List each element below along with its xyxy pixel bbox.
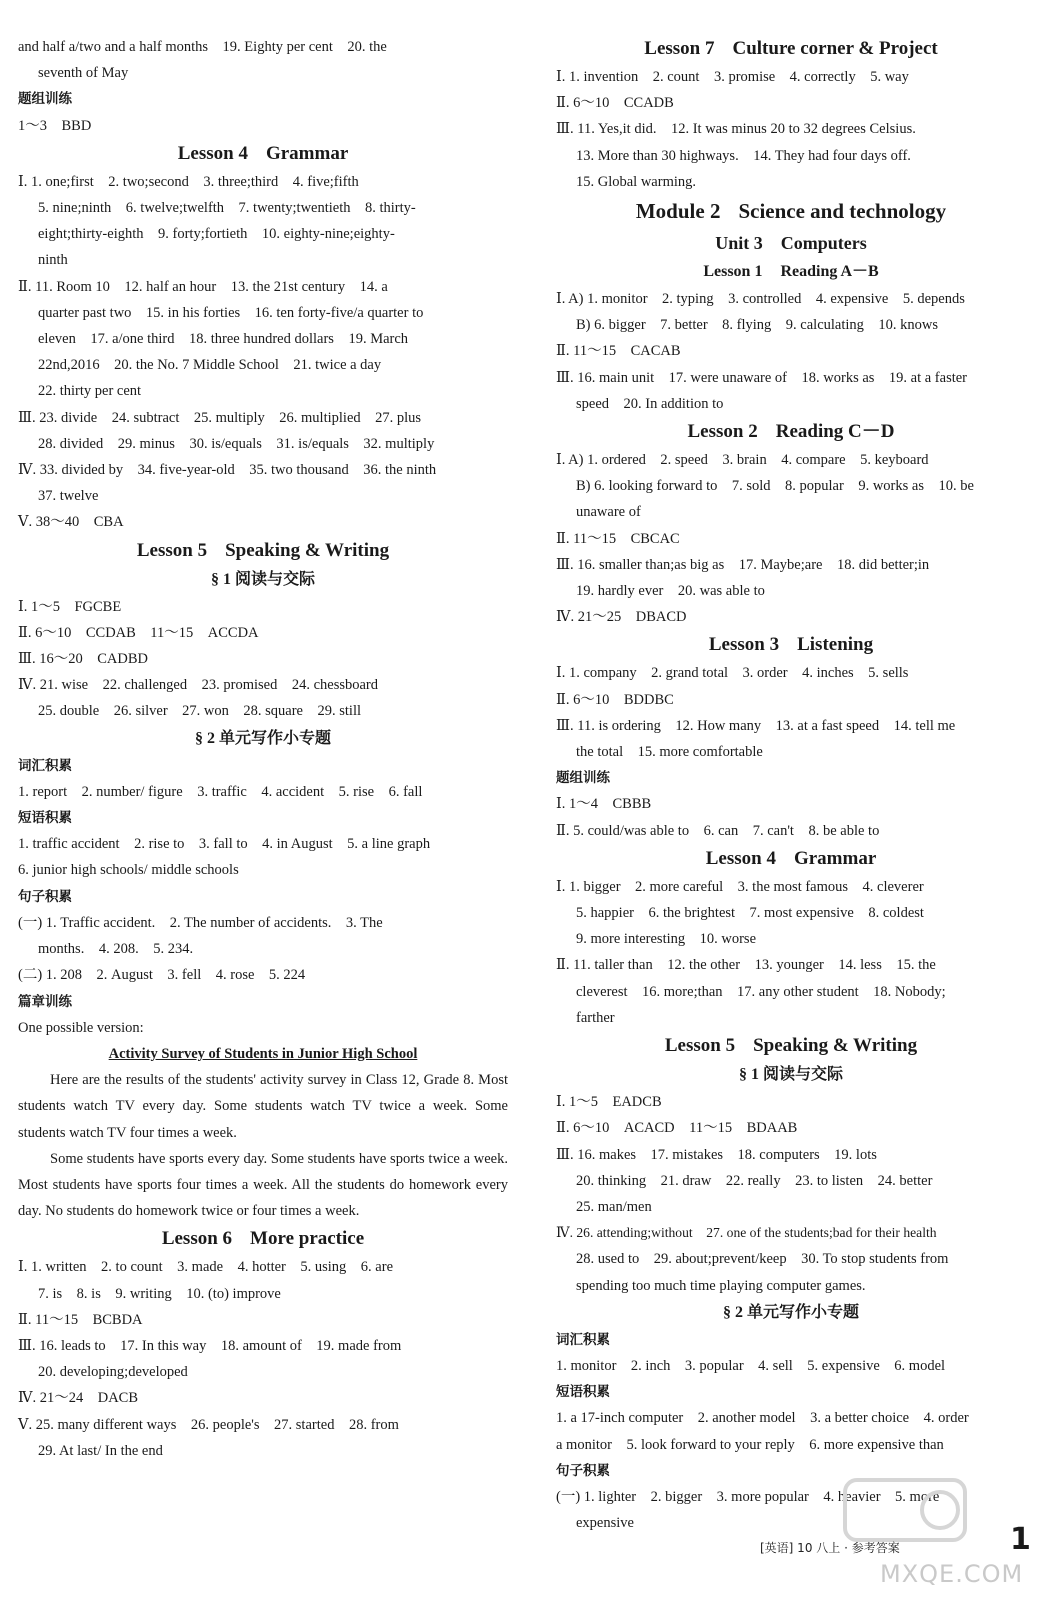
answer-line: Ⅱ. 11～15 CBCAC xyxy=(556,530,680,547)
answer-line: eleven 17. a/one third 18. three hundred dollars 19. March xyxy=(38,331,409,348)
answer-line: Ⅲ. 16. makes 17. mistakes 18. computers 19. lots xyxy=(556,1146,877,1163)
answer-line: Ⅳ. 21～24 DACB xyxy=(18,1390,139,1407)
answer-line: 15. Global warming. xyxy=(576,173,697,190)
answer-line: Ⅰ. 1. invention 2. count 3. promise 4. correctly 5. way xyxy=(556,69,909,85)
section-label: 句子积累 xyxy=(18,888,72,905)
answer-line: Ⅱ. 11～15 CACAB xyxy=(556,343,681,360)
section-heading: § 2 单元写作小专题 xyxy=(722,1303,859,1321)
answer-line: quarter past two 15. in his forties 16. ten forty-five/a quarter to xyxy=(38,304,424,321)
section-label: 句子积累 xyxy=(556,1462,610,1479)
lesson-heading: Lesson 6 More practice xyxy=(161,1228,365,1250)
lesson-heading: Lesson 2 Reading C－D xyxy=(687,421,895,443)
answer-line: Ⅱ. 11. taller than 12. the other 13. younger 14. less 15. the xyxy=(556,957,936,974)
answer-line: expensive xyxy=(576,1515,634,1532)
answer-line: 22. thirty per cent xyxy=(38,383,142,400)
page-number: 1 xyxy=(1010,1522,1031,1557)
lesson-heading: Lesson 1 Reading A－B xyxy=(703,263,879,281)
answer-line: Ⅰ. A) 1. monitor 2. typing 3. controlled 4. expensive 5. depends xyxy=(556,291,965,308)
answer-line: months. 4. 208. 5. 234. xyxy=(38,941,194,958)
left-column xyxy=(18,34,508,1464)
answer-line: 1. report 2. number/ figure 3. traffic 4. accident 5. rise 6. fall xyxy=(18,783,423,800)
answer-line: Ⅳ. 21～25 DBACD xyxy=(556,609,687,626)
answer-line: 20. developing;developed xyxy=(38,1364,188,1381)
essay-intro: One possible version: xyxy=(18,1019,144,1036)
module-heading: Module 2 Science and technology xyxy=(635,199,947,224)
answer-line: 1. traffic accident 2. rise to 3. fall to 4. in August 5. a line graph xyxy=(18,836,431,853)
lesson-heading: Lesson 4 Grammar xyxy=(177,142,349,164)
answer-line: Ⅱ. 6～10 ACACD 11～15 BDAAB xyxy=(556,1120,798,1137)
answer-line: 22nd,2016 20. the No. 7 Middle School 21. twice a day xyxy=(38,357,382,374)
answer-line: Ⅱ. 6～10 CCADB xyxy=(556,95,674,112)
answer-line: Ⅴ. 38～40 CBA xyxy=(18,514,124,531)
answer-line: (一) 1. lighter 2. bigger 3. more popular 4. heavier 5. more xyxy=(556,1488,940,1505)
answer-line: Ⅰ. A) 1. ordered 2. speed 3. brain 4. compare 5. keyboard xyxy=(556,452,929,469)
section-label: 短语积累 xyxy=(18,810,72,827)
answer-line: 1. monitor 2. inch 3. popular 4. sell 5. expensive 6. model xyxy=(556,1357,946,1374)
answer-line: Ⅳ. 26. attending;without 27. one of the students;bad for their health xyxy=(556,1225,937,1241)
section-heading: § 1 阅读与交际 xyxy=(738,1066,843,1084)
answer-line: 6. junior high schools/ middle schools xyxy=(18,862,239,879)
answer-line: Ⅲ. 16. main unit 17. were unaware of 18. works as 19. at a faster xyxy=(556,369,968,386)
section-label: 题组训练 xyxy=(556,770,610,787)
section-label: 词汇积累 xyxy=(556,1331,610,1348)
answer-line: 5. nine;ninth 6. twelve;twelfth 7. twenty;twentieth 8. thirty- xyxy=(38,200,416,217)
answer-line: seventh of May xyxy=(38,65,129,82)
answer-line: Ⅰ. 1～4 CBBB xyxy=(556,796,652,813)
answer-line: speed 20. In addition to xyxy=(576,395,724,412)
section-label: 篇章训练 xyxy=(18,993,72,1010)
answer-line: B) 6. looking forward to 7. sold 8. popular 9. works as 10. be xyxy=(576,478,974,495)
answer-line: 19. hardly ever 20. was able to xyxy=(576,583,765,600)
section-label: 题组训练 xyxy=(18,91,72,108)
lesson-heading: Lesson 3 Listening xyxy=(708,634,874,656)
essay-paragraph: Some students have sports every day. Some students have sports twice a week. Most students have sports four times a week. All the students do homework every day. No students do homework twice or four times a week. xyxy=(18,1150,508,1220)
answer-line: Ⅲ. 23. divide 24. subtract 25. multiply 26. multiplied 27. plus xyxy=(18,409,422,426)
answer-line: Ⅱ. 11～15 BCBDA xyxy=(18,1311,143,1328)
answer-line: 7. is 8. is 9. writing 10. (to) improve xyxy=(38,1285,281,1302)
page-footer: [英语] 10 八上 · 参考答案 xyxy=(760,1541,900,1555)
answer-line: 13. More than 30 highways. 14. They had four days off. xyxy=(576,147,911,164)
answer-line: Ⅲ. 11. is ordering 12. How many 13. at a fast speed 14. tell me xyxy=(556,717,956,734)
answer-line: 25. man/men xyxy=(576,1198,652,1215)
answer-line: 25. double 26. silver 27. won 28. square 29. still xyxy=(38,703,361,720)
lesson-heading: Lesson 5 Speaking & Writing xyxy=(664,1035,918,1057)
section-label: 短语积累 xyxy=(556,1384,610,1401)
answer-line: eight;thirty-eighth 9. forty;fortieth 10. eighty-nine;eighty- xyxy=(38,226,395,243)
section-heading: § 1 阅读与交际 xyxy=(210,570,315,588)
answer-line: 28. divided 29. minus 30. is/equals 31. is/equals 32. multiply xyxy=(38,435,435,452)
answer-line: Ⅳ. 33. divided by 34. five-year-old 35. two thousand 36. the ninth xyxy=(18,462,437,479)
essay-title: Activity Survey of Students in Junior High School xyxy=(108,1045,418,1062)
answer-line: Ⅱ. 6～10 BDDBC xyxy=(556,691,674,708)
answer-line: ninth xyxy=(38,252,68,269)
answer-line: a monitor 5. look forward to your reply 6. more expensive than xyxy=(556,1436,944,1453)
answer-line: unaware of xyxy=(576,504,641,521)
answer-line: Ⅰ. 1～5 FGCBE xyxy=(18,598,122,615)
answer-line: Ⅰ. 1. one;first 2. two;second 3. three;third 4. five;fifth xyxy=(18,173,359,190)
answer-line: spending too much time playing computer games. xyxy=(576,1277,866,1294)
answer-line: and half a/two and a half months 19. Eighty per cent 20. the xyxy=(18,39,387,55)
answer-line: Ⅰ. 1. written 2. to count 3. made 4. hotter 5. using 6. are xyxy=(18,1259,394,1276)
answer-line: 20. thinking 21. draw 22. really 23. to listen 24. better xyxy=(576,1172,933,1189)
answer-line: Ⅰ. 1～5 EADCB xyxy=(556,1094,662,1111)
answer-line: farther xyxy=(576,1009,615,1026)
answer-line: 28. used to 29. about;prevent/keep 30. To stop students from xyxy=(576,1251,949,1268)
essay-paragraph: Here are the results of the students' activity survey in Class 12, Grade 8. Most students watch TV every day. Some students watch TV twice a week. Some students watch TV four times a week. xyxy=(18,1072,508,1141)
answer-line: Ⅰ. 1. company 2. grand total 3. order 4. inches 5. sells xyxy=(556,665,909,682)
answer-line: Ⅱ. 11. Room 10 12. half an hour 13. the 21st century 14. a xyxy=(18,278,388,295)
answer-line: Ⅲ. 11. Yes,it did. 12. It was minus 20 to 32 degrees Celsius. xyxy=(556,121,916,138)
answer-line: 1. a 17-inch computer 2. another model 3. a better choice 4. order xyxy=(556,1410,969,1427)
answer-line: Ⅲ. 16. leads to 17. In this way 18. amount of 19. made from xyxy=(18,1337,402,1354)
watermark-logo-icon xyxy=(840,1470,970,1550)
answer-line: (一) 1. Traffic accident. 2. The number of accidents. 3. The xyxy=(18,914,383,931)
answer-line: B) 6. bigger 7. better 8. flying 9. calculating 10. knows xyxy=(576,317,939,334)
section-heading: § 2 单元写作小专题 xyxy=(194,729,331,747)
answer-line: Ⅲ. 16. smaller than;as big as 17. Maybe;are 18. did better;in xyxy=(556,556,930,573)
answer-line: Ⅳ. 21. wise 22. challenged 23. promised 24. chessboard xyxy=(18,677,379,694)
lesson-heading: Lesson 5 Speaking & Writing xyxy=(136,539,390,561)
right-column xyxy=(556,34,1026,1536)
answer-line: 9. more interesting 10. worse xyxy=(576,931,757,948)
answer-line: 1～3 BBD xyxy=(18,117,92,134)
answer-line: Ⅲ. 16～20 CADBD xyxy=(18,651,148,668)
answer-line: (二) 1. 208 2. August 3. fell 4. rose 5. 224 xyxy=(18,967,306,984)
answer-line: the total 15. more comfortable xyxy=(576,744,763,761)
answer-line: Ⅴ. 25. many different ways 26. people's 27. started 28. from xyxy=(18,1416,399,1433)
section-label: 词汇积累 xyxy=(18,757,72,774)
answer-line: Ⅱ. 6～10 CCDAB 11～15 ACCDA xyxy=(18,624,259,641)
answer-line: cleverest 16. more;than 17. any other student 18. Nobody; xyxy=(576,983,946,1000)
lesson-heading: Lesson 7 Culture corner & Project xyxy=(644,38,938,59)
watermark-text: MXQE.COM xyxy=(880,1560,1024,1588)
lesson-heading: Lesson 4 Grammar xyxy=(705,847,877,869)
answer-line: Ⅱ. 5. could/was able to 6. can 7. can't 8. be able to xyxy=(556,822,880,839)
answer-line: 29. At last/ In the end xyxy=(38,1442,163,1459)
answer-line: Ⅰ. 1. bigger 2. more careful 3. the most famous 4. cleverer xyxy=(556,878,924,895)
answer-line: 37. twelve xyxy=(38,488,99,505)
unit-heading: Unit 3 Computers xyxy=(715,233,867,254)
answer-line: 5. happier 6. the brightest 7. most expensive 8. coldest xyxy=(576,905,924,922)
